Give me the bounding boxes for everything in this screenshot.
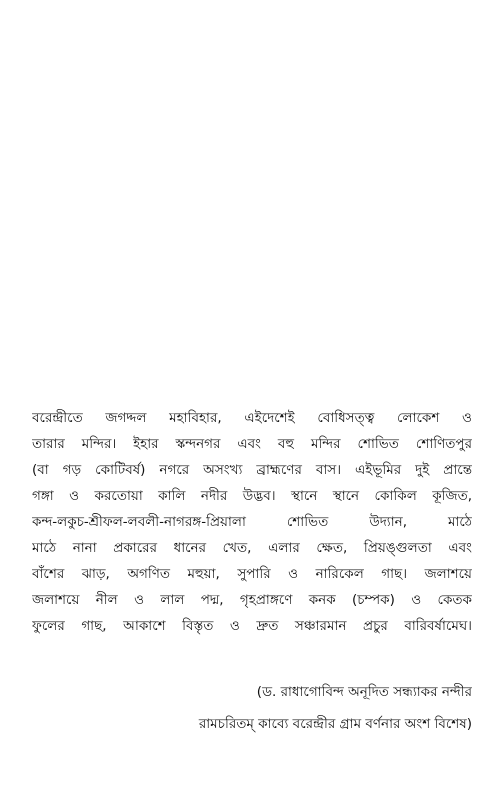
paragraph-line: কন্দ-লকুচ-শ্রীফল-লবলী-নাগরঙ্গ-প্রিয়ালা শোভিত উদ্যান, মাঠে	[32, 514, 472, 530]
paragraph-line: জলাশয়ে নীল ও লাল পদ্ম, গৃহপ্রাঙ্গণে কনক (চম্পক) ও কেতক	[32, 592, 472, 608]
citation-line: (ড. রাধাগোবিন্দ অনূদিত সন্ধ্যাকর নন্দীর	[256, 684, 472, 700]
paragraph-line: (বা গড় কোটিবর্ষ) নগরে অসংখ্য ব্রাহ্মণের বাস। এইভূমির দুই প্রান্তে	[32, 462, 472, 478]
citation-line: রামচরিতম্ কাব্যে বরেন্দ্রীর গ্রাম বর্ণনার অংশ বিশেষ)	[198, 716, 472, 732]
paragraph-line: বরেন্দ্রীতে জগদ্দল মহাবিহার, এইদেশেই বোধিসত্ত্ব লোকেশ ও	[32, 410, 472, 426]
paragraph-line: বাঁশের ঝাড়, অগণিত মহুয়া, সুপারি ও নারিকেল গাছ। জলাশয়ে	[32, 566, 472, 582]
paragraph-line: ফুলের গাছ, আকাশে বিস্তৃত ও দ্রুত সঞ্চারমান প্রচুর বারিবর্ষামেঘ।	[32, 618, 472, 634]
source-citation	[32, 676, 472, 740]
body-paragraph	[32, 405, 472, 639]
paragraph-line: মাঠে নানা প্রকারের ধানের খেত, এলার ক্ষেত, প্রিয়ঙ্গুলতা এবং	[32, 540, 472, 556]
paragraph-line: তারার মন্দির। ইহার স্কন্দনগর এবং বহু মন্দির শোভিত শোণিতপুর	[32, 436, 472, 452]
paragraph-line: গঙ্গা ও করতোয়া কালি নদীর উদ্ভব। স্থানে স্থানে কোকিল কূজিত,	[32, 488, 472, 504]
